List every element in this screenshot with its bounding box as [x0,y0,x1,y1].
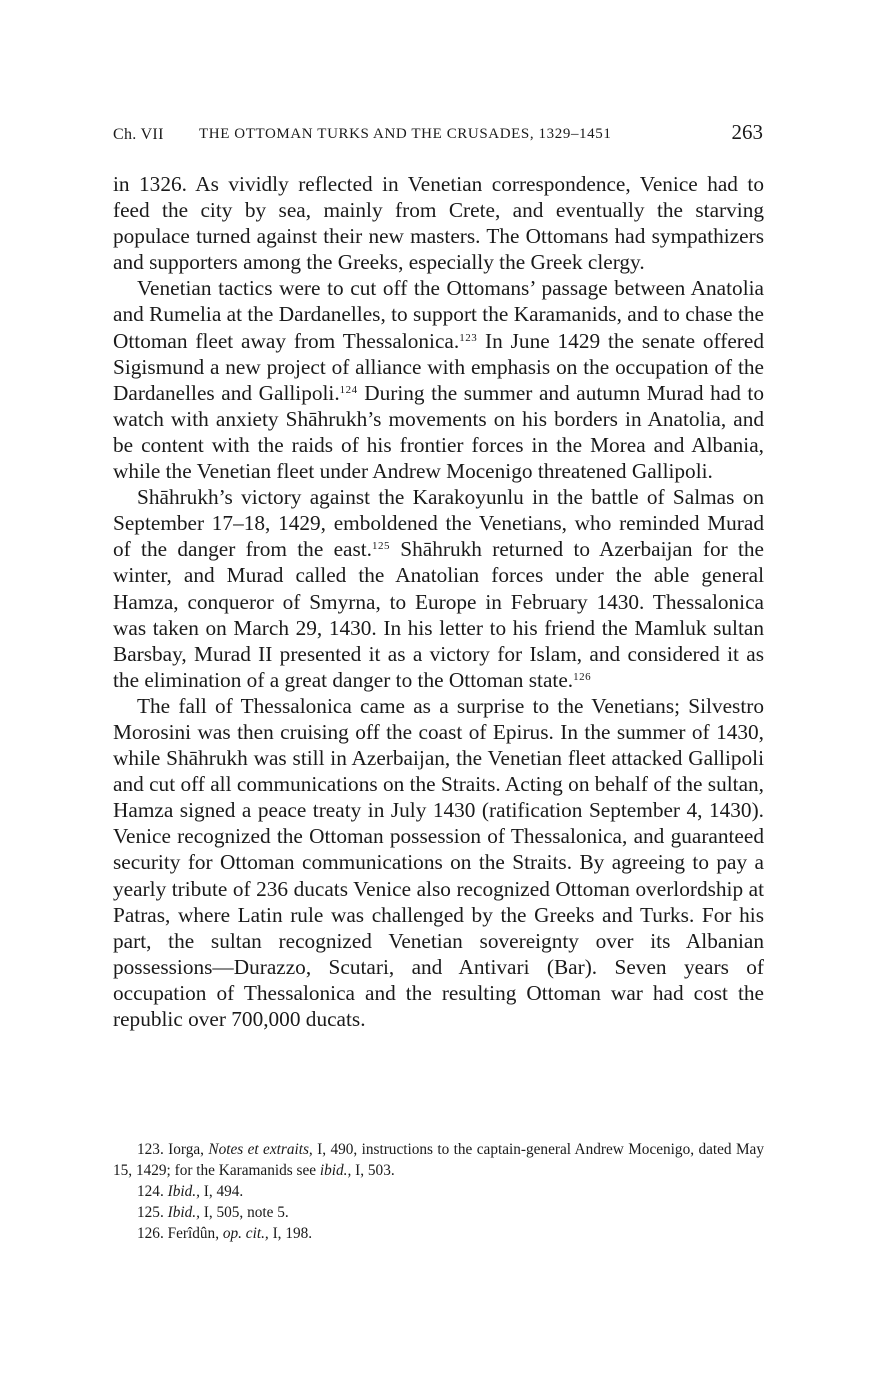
footnote-number: 124. [137,1183,164,1200]
body-text [113,171,764,1032]
paragraph-4 [113,693,764,1032]
running-head [113,120,763,150]
footnote-ref: ibid., [319,1162,352,1179]
footnote-author: Iorga, [168,1141,204,1158]
footnote-work: Notes et extraits, [208,1141,313,1158]
footnote-ref-124[interactable]: 124 [339,383,358,396]
footnote-number: 126. [137,1225,164,1242]
footnote-number: 125. [137,1204,164,1221]
footnote-126 [113,1223,764,1244]
paragraph-text: In June 1429 the senate offered Sigismund a new project of alliance with emphasis on the occupation of the Dardanelles and Gallipoli. [113,328,764,405]
page-number: 263 [731,120,763,144]
footnote-ref-125[interactable]: 125 [372,540,391,553]
footnote-work: op. cit., [222,1225,269,1242]
footnote-ref-126[interactable]: 126 [573,670,592,683]
paragraph-text: During the summer and autumn Murad had to watch with anxiety Shāhrukh’s movements on his borders in Anatolia, and be content with the raids of his frontier forces in the Morea and Albania, while the Venetian fleet under Andrew Mocenigo threatened Gallipoli. [113,380,764,484]
footnote-ref-123[interactable]: 123 [459,331,478,344]
footnote-text: I, 198. [268,1225,313,1242]
paragraph-text: Shāhrukh’s victory against the Karakoyunlu in the battle of Salmas on September 17–18, 1429, emboldened the Venetians, who reminded Murad of the danger from the east. [113,485,764,562]
paragraph-text: in 1326. As vividly reflected in Venetian correspondence, Venice had to feed the city by sea, mainly from Crete, and eventually the starving populace turned against their new masters. The Ottomans had sympathizers and supporters among the Greeks, especially the Greek clergy. [113,172,764,275]
footnotes [113,1139,764,1244]
paragraph-text: Shāhrukh returned to Azerbaijan for the winter, and Murad called the Anatolian forces under the able general Hamza, conqueror of Smyrna, to Europe in February 1430. Thessalonica was taken on March 29, 1430. In his letter to his friend the Mamluk sultan Barsbay, Murad II presented it as a victory for Islam, and considered it as the elimination of a great danger to the Ottoman state. [113,537,764,692]
footnote-text: I, 505, note 5. [199,1204,289,1221]
paragraph-3 [113,484,764,693]
footnote-ref: Ibid., [167,1204,200,1221]
footnote-number: 123. [137,1141,164,1158]
footnote-123 [113,1139,764,1181]
chapter-label: Ch. VII [113,126,164,143]
running-title: THE OTTOMAN TURKS AND THE CRUSADES, 1329–1451 [199,126,612,142]
footnote-text: I, 494. [199,1183,244,1200]
footnote-124 [113,1181,764,1202]
footnote-text: I, 503. [351,1162,395,1179]
paragraph-2 [113,275,764,484]
paragraph-text: The fall of Thessalonica came as a surprise to the Venetians; Silvestro Morosini was then cruising off the coast of Epirus. In the summer of 1430, while Shāhrukh was still in Azerbaijan, the Venetian fleet attacked Gallipoli and cut off all communications on the Straits. Acting on behalf of the sultan, Hamza signed a peace treaty in July 1430 (ratification September 4, 1430). Venice recognized the Ottoman possession of Thessalonica, and guaranteed security for Ottoman communications on the Straits. By agreeing to pay a yearly tribute of 236 ducats Venice also recognized Ottoman overlordship at Patras, where Latin rule was challenged by the Greeks and Turks. For his part, the sultan recognized Venetian sovereignty over its Albanian possessions—Durazzo, Scutari, and Antivari (Bar). Seven years of occupation of Thessalonica and the resulting Ottoman war had cost the republic over 700,000 ducats. [113,693,764,1031]
footnote-ref: Ibid., [167,1183,200,1200]
paragraph-1 [113,171,764,275]
footnote-text: I, 490, instructions to the captain-general Andrew Mocenigo, dated May 15, 1429; for the Karamanids see [113,1141,764,1179]
paragraph-text: Venetian tactics were to cut off the Ottomans’ passage between Anatolia and Rumelia at the Dardanelles, to support the Karamanids, and to chase the Ottoman fleet away from Thessalonica. [113,276,764,353]
footnote-author: Ferîdûn, [167,1225,220,1242]
footnote-125 [113,1202,764,1223]
